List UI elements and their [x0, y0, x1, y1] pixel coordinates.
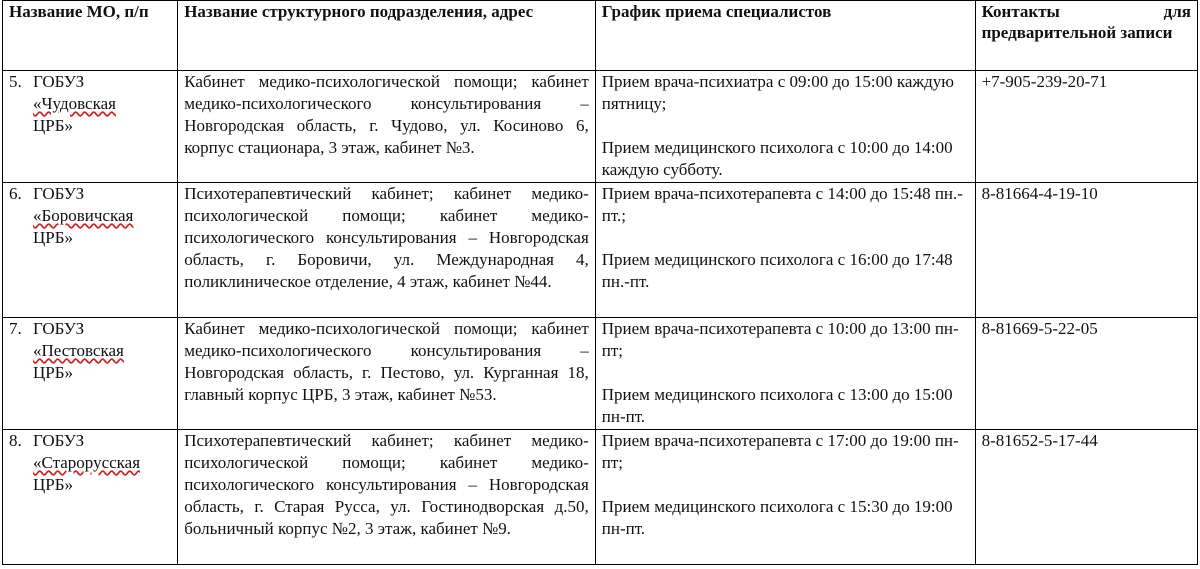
mo-cell — [3, 71, 178, 183]
mo-cell — [3, 430, 178, 565]
header-schedule: График приема специалистов — [595, 1, 975, 71]
schedule-line-2: Прием медицинского психолога с 16:00 до 17:48 пн.-пт. — [601, 250, 953, 291]
schedule-cell — [595, 430, 975, 565]
header-contacts: Контакты для предварительной записи — [975, 1, 1197, 71]
table-row — [3, 430, 1198, 565]
row-number: 7. — [9, 319, 22, 338]
contact-cell: 8-81669-5-22-05 — [975, 318, 1197, 430]
row-number: 5. — [9, 72, 22, 91]
org-type: ГОБУЗ — [33, 319, 85, 338]
header-mo: Название МО, п/п — [3, 1, 178, 71]
contact-cell: 8-81652-5-17-44 — [975, 430, 1197, 565]
row-number: 8. — [9, 431, 22, 450]
schedule-line-2: Прием медицинского психолога с 15:30 до 19:00 пн-пт. — [601, 497, 953, 538]
unit-cell: Психотерапевтический кабинет; кабинет медико-психологической помощи; кабинет медико-психологического консультирования – Новгородская область, г. Старая Русса, ул. Гостинодворская д.50, больничный корпус №2, 3 этаж, кабинет №9. — [178, 430, 596, 565]
schedule-line-1: Прием врача-психиатра с 09:00 до 15:00 каждую пятницу; — [601, 72, 955, 113]
table-row — [3, 71, 1198, 183]
schedule-line-2: Прием медицинского психолога с 13:00 до 15:00 пн-пт. — [601, 385, 953, 426]
org-type: ГОБУЗ — [33, 184, 85, 203]
org-name: «Чудовская — [33, 94, 116, 113]
contact-cell: 8-81664-4-19-10 — [975, 183, 1197, 318]
org-suffix: ЦРБ» — [33, 116, 73, 135]
unit-cell: Кабинет медико-психологической помощи; кабинет медико-психологического консультирования – Новгородская область, г. Пестово, ул. Курганная 18, главный корпус ЦРБ, 3 этаж, кабинет №53. — [178, 318, 596, 430]
table-row — [3, 318, 1198, 430]
org-type: ГОБУЗ — [33, 72, 85, 91]
org-suffix: ЦРБ» — [33, 475, 73, 494]
schedule-line-1: Прием врача-психотерапевта с 14:00 до 15:48 пн.-пт.; — [601, 184, 963, 225]
org-type: ГОБУЗ — [33, 431, 85, 450]
schedule-table — [2, 0, 1198, 565]
schedule-cell — [595, 318, 975, 430]
schedule-line-1: Прием врача-психотерапевта с 17:00 до 19:00 пн-пт; — [601, 431, 959, 472]
table-row — [3, 183, 1198, 318]
org-name: «Старорусская — [33, 453, 141, 472]
mo-cell — [3, 318, 178, 430]
org-name: «Пестовская — [33, 341, 124, 360]
schedule-line-2: Прием медицинского психолога с 10:00 до 14:00 каждую субботу. — [601, 138, 953, 179]
org-suffix: ЦРБ» — [33, 228, 73, 247]
table-header-row — [3, 1, 1198, 71]
unit-cell: Кабинет медико-психологической помощи; кабинет медико-психологического консультирования – Новгородская область, г. Чудово, ул. Косиново 6, корпус стационара, 3 этаж, кабинет №3. — [178, 71, 596, 183]
mo-cell — [3, 183, 178, 318]
contact-cell: +7-905-239-20-71 — [975, 71, 1197, 183]
schedule-cell — [595, 183, 975, 318]
org-suffix: ЦРБ» — [33, 363, 73, 382]
schedule-line-1: Прием врача-психотерапевта с 10:00 до 13:00 пн-пт; — [601, 319, 959, 360]
header-unit: Название структурного подразделения, адрес — [178, 1, 596, 71]
schedule-cell — [595, 71, 975, 183]
unit-cell: Психотерапевтический кабинет; кабинет медико-психологической помощи; кабинет медико-психологического консультирования – Новгородская область, г. Боровичи, ул. Международная 4, поликлиническое отделение, 4 этаж, кабинет №44. — [178, 183, 596, 318]
row-number: 6. — [9, 184, 22, 203]
org-name: «Боровичская — [33, 206, 134, 225]
